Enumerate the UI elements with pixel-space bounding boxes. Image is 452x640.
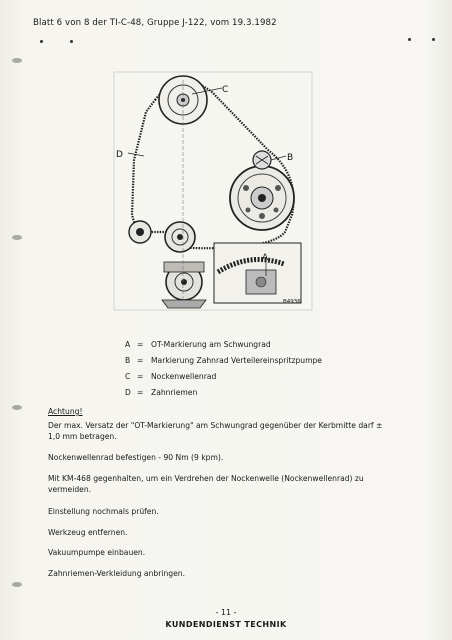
- legend: [125, 340, 322, 404]
- instruction-belt-cover: Zahnriemen-Verkleidung anbringen.: [48, 569, 185, 578]
- instruction-hold: Mit KM-468 gegenhalten, um ein Verdrehen der Nockenwelle (Nockenwellenrad) zu vermeiden.: [48, 474, 364, 494]
- instruction-offset: Der max. Versatz der "OT-Markierung" am Schwungrad gegenüber der Kerbmitte darf ± 1,0 mm betragen.: [48, 421, 383, 441]
- detail-inset-a: [214, 243, 301, 303]
- figure-code: B4936: [283, 299, 301, 305]
- legend-item: C = Nockenwellenrad: [125, 372, 217, 381]
- page-header: Blatt 6 von 8 der TI-C-48, Gruppe J-122, vom 19.3.1982: [33, 18, 277, 28]
- footer-title: KUNDENDIENST TECHNIK: [165, 620, 287, 629]
- label-a: A: [262, 253, 269, 263]
- legend-item: B = Markierung Zahnrad Verteilereinspritzpumpe: [125, 356, 322, 365]
- instruction-torque: Nockenwellenrad befestigen - 90 Nm (9 kpm).: [48, 453, 224, 462]
- instruction-check: Einstellung nochmals prüfen.: [48, 507, 159, 516]
- legend-item: D = Zahnriemen: [125, 388, 198, 397]
- idler-pulley: [129, 221, 151, 243]
- label-c: C: [222, 85, 229, 95]
- label-b: B: [287, 153, 294, 163]
- page-number: - 11 -: [215, 608, 237, 617]
- warning-heading: Achtung!: [48, 407, 83, 416]
- legend-item: A = OT-Markierung am Schwungrad: [125, 340, 271, 349]
- instruction-vacuum-pump: Vakuumpumpe einbauen.: [48, 548, 146, 557]
- label-d: D: [116, 150, 123, 160]
- marking-b: [253, 151, 271, 169]
- intermediate-pulley: [165, 222, 195, 252]
- crankshaft-pulley: [162, 262, 206, 308]
- instruction-remove-tool: Werkzeug entfernen.: [48, 528, 128, 537]
- injection-pump-pulley: [230, 166, 294, 230]
